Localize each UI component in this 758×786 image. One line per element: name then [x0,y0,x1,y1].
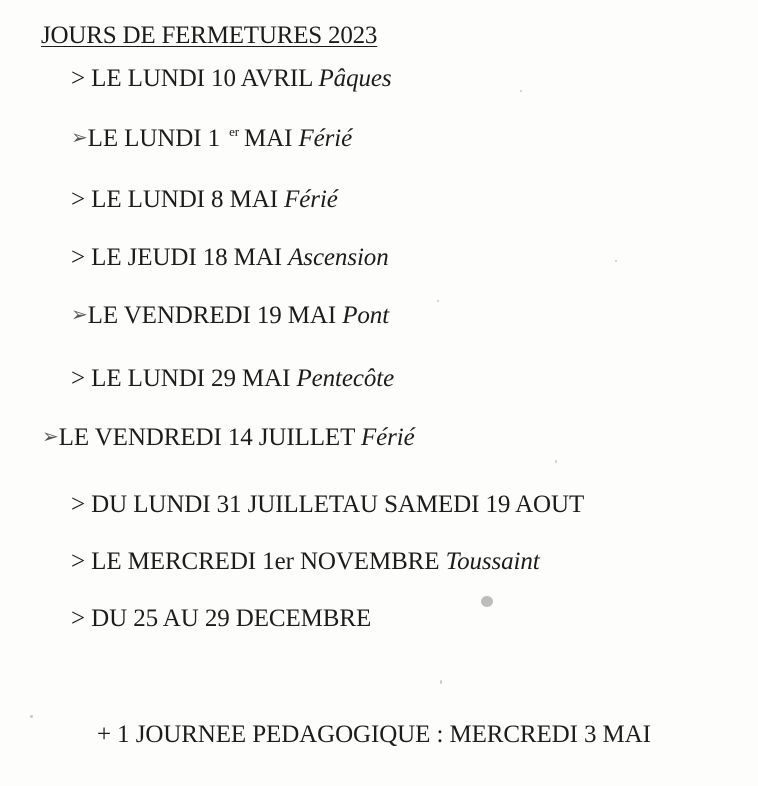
bullet-marker: > [71,548,92,575]
scan-speck [555,460,557,463]
bullet-marker: > [71,244,92,271]
ordinal-suffix: er [229,124,240,139]
arrowhead-bullet-icon: ➢ [71,304,88,326]
arrowhead-bullet-icon: ➢ [42,426,59,448]
closure-item-mercredi-1er-novembre [71,548,540,576]
closure-date: LE LUNDI 8 MAI [91,186,285,213]
closure-date: LE LUNDI 10 AVRIL [91,65,319,92]
bullet-marker: > [71,491,92,518]
closure-date: LE LUNDI 1 [87,125,227,152]
scan-speck [437,300,439,302]
closure-reason: Toussaint [445,548,540,575]
closure-item-decembre [71,605,371,633]
scan-speck [30,715,33,718]
closure-item-lundi-8-mai [71,186,338,214]
closure-item-vendredi-19-mai [71,302,389,330]
closure-reason: Férié [298,125,353,152]
closure-date-month: MAI [244,125,299,152]
closure-date: DU LUNDI 31 JUILLETAU SAMEDI 19 AOUT [91,491,585,518]
closure-date: LE JEUDI 18 MAI [91,244,289,271]
closure-reason: Pont [342,302,390,329]
closure-item-lundi-10-avril [71,65,392,93]
closure-item-lundi-1er-mai [71,124,352,153]
bullet-marker: > [71,365,92,392]
page-title: JOURS DE FERMETURES 2023 [41,22,378,49]
scan-speck [520,90,522,92]
pedagogical-day-note: + 1 JOURNEE PEDAGOGIQUE : MERCREDI 3 MAI [97,721,651,748]
bullet-marker: > [71,605,92,632]
closure-item-jeudi-18-mai [71,244,389,272]
closure-date: LE LUNDI 29 MAI [91,365,297,392]
closure-item-vendredi-14-juillet [42,424,415,452]
closure-date: LE VENDREDI 19 MAI [87,302,343,329]
closure-reason: Ascension [288,244,389,271]
scan-speck [615,260,617,262]
arrowhead-bullet-icon: ➢ [71,127,88,149]
closure-reason: Pâques [318,65,392,92]
closure-date: LE VENDREDI 14 JUILLET [58,424,361,451]
scan-speck [440,680,442,684]
scan-speck [481,596,493,607]
closure-reason: Pentecôte [296,365,395,392]
closure-date: LE MERCREDI 1er NOVEMBRE [91,548,446,575]
bullet-marker: > [71,65,92,92]
closure-reason: Férié [284,186,338,213]
closure-item-juillet-aout [71,491,584,519]
closure-item-lundi-29-mai [71,365,394,393]
closure-reason: Férié [360,424,415,451]
closure-date: DU 25 AU 29 DECEMBRE [91,605,372,632]
bullet-marker: > [71,186,92,213]
